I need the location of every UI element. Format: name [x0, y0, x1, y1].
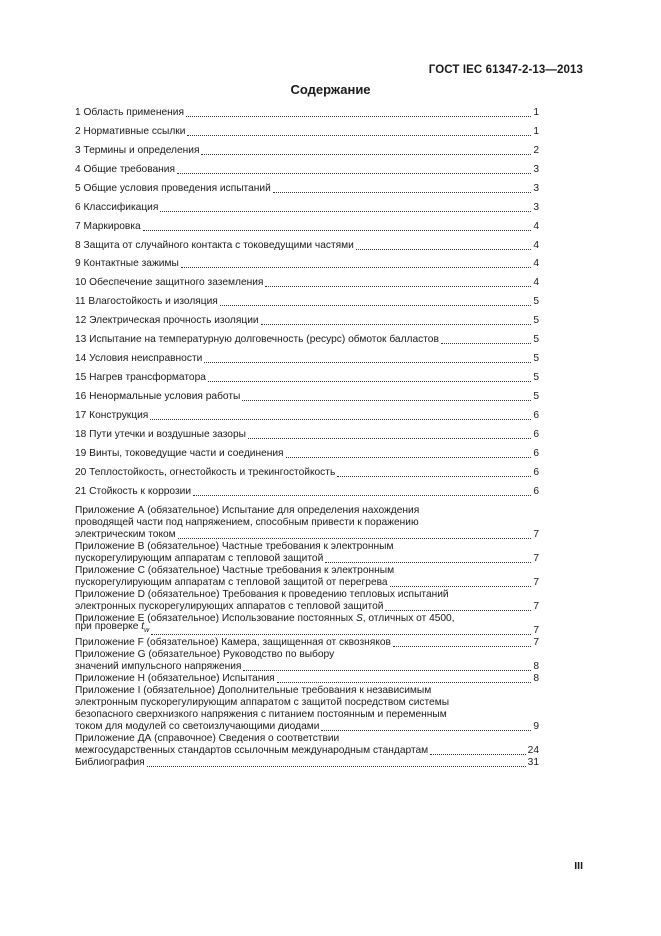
toc-annex-title-line: электронным пускорегулирующим аппаратом с защитой посредством системы: [75, 696, 450, 708]
toc-entry-title: 6 Классификация: [75, 201, 159, 213]
toc-page-number: 3: [533, 182, 539, 194]
toc-entry-title: 15 Нагрев трансформатора: [75, 372, 206, 384]
toc-entry[interactable]: [75, 270, 539, 289]
dot-leader: [261, 324, 532, 325]
toc-annex-c[interactable]: [75, 565, 539, 589]
dot-leader: [143, 230, 532, 231]
dot-leader: [441, 343, 531, 344]
toc-annex-title-line: пускорегулирующим аппаратам с тепловой защитой: [75, 552, 324, 564]
dot-leader: [243, 670, 531, 671]
dot-leader: [273, 192, 532, 193]
toc-entry[interactable]: [75, 365, 539, 384]
toc-page-number: 9: [533, 720, 539, 732]
dot-leader: [286, 457, 532, 458]
toc-annex-title-line: Приложение Н (обязательное) Испытания: [75, 672, 275, 684]
toc-entry-title: 11 Влагостойкость и изоляция: [75, 296, 218, 308]
toc-annex-i[interactable]: [75, 685, 539, 733]
toc-entry-title: 12 Электрическая прочность изоляции: [75, 315, 259, 327]
toc-entry-title: 7 Маркировка: [75, 220, 141, 232]
toc-annex-title-line: межгосударственных стандартов ссылочным международным стандартам: [75, 744, 429, 756]
toc-annex-title-line: Приложение А (обязательное) Испытание для определения нахождения: [75, 504, 420, 516]
toc-annex-title-line: пускорегулирующим аппаратам с тепловой защитой от перегрева: [75, 576, 388, 588]
dot-leader: [178, 538, 532, 539]
dot-leader: [160, 211, 531, 212]
toc-entry[interactable]: [75, 157, 539, 176]
toc-entry-title: 21 Стойкость к коррозии: [75, 485, 192, 497]
toc-entry-title: 5 Общие условия проведения испытаний: [75, 182, 271, 194]
toc-entry-title: 16 Ненормальные условия работы: [75, 391, 241, 402]
toc-entry-title: 14 Условия неисправности: [75, 353, 203, 365]
toc-entry-title: 20 Теплостойкость, огнестойкость и трекингостойкость: [75, 466, 336, 478]
toc-page-number: 3: [533, 201, 539, 213]
toc-page-number: 4: [533, 277, 539, 289]
dot-leader: [321, 730, 531, 731]
toc-annex-f[interactable]: [75, 637, 539, 649]
toc-page-number: 8: [533, 660, 539, 672]
toc-entry[interactable]: [75, 214, 539, 233]
dot-leader: [147, 766, 526, 767]
toc-page-number: 5: [533, 334, 539, 346]
page-number-roman: III: [574, 860, 583, 872]
toc-entry-title: 17 Конструкция: [75, 409, 149, 421]
toc-entry[interactable]: [75, 233, 539, 252]
toc-page-number: 7: [533, 600, 539, 612]
toc-page-number: 2: [533, 144, 539, 156]
dot-leader: [248, 438, 531, 439]
toc-page-number: 8: [533, 672, 539, 684]
toc-entry[interactable]: [75, 176, 539, 195]
toc-annex-title-line: Приложение Е (обязательное) Использование постоянных S, отличных от 4500,: [75, 612, 455, 624]
toc-annex-title-line: током для модулей со светоизлучающими диодами: [75, 720, 320, 732]
toc-entry[interactable]: [75, 252, 539, 271]
toc-annex-title-line: проводящей части под напряжением, способным привести к поражению: [75, 516, 419, 528]
toc-annex-title-line: Приложение ДА (справочное) Сведения о соответствии: [75, 732, 340, 744]
toc-annex-title-line: электронных пускорегулирующих аппаратов с тепловой защитой: [75, 600, 384, 612]
dot-leader: [150, 419, 531, 420]
toc-entry[interactable]: [75, 346, 539, 365]
dot-leader: [177, 173, 531, 174]
toc-entry[interactable]: [75, 289, 539, 308]
toc-annex-a[interactable]: [75, 505, 539, 541]
toc-title: Содержание: [290, 82, 371, 97]
dot-leader: [265, 286, 531, 287]
toc-entry-title: 19 Винты, токоведущие части и соединения: [75, 447, 284, 459]
dot-leader: [220, 305, 532, 306]
dot-leader: [186, 116, 531, 117]
toc-annex-title-line: Приложение F (обязательное) Камера, защищенная от сквозняков: [75, 636, 391, 648]
toc-entry[interactable]: [75, 422, 539, 441]
toc-entry[interactable]: [75, 100, 539, 119]
toc-annex-title-line: Приложение С (обязательное) Частные требования к электронным: [75, 564, 395, 576]
toc-entry[interactable]: [75, 479, 539, 498]
toc-page-number: 6: [533, 447, 539, 459]
toc-entry-title: 3 Термины и определения: [75, 144, 200, 156]
toc-page-number: 5: [533, 391, 539, 402]
toc-annex-title-line: электрическим током: [75, 528, 176, 540]
dot-leader: [181, 267, 532, 268]
toc-page-number: 1: [533, 106, 539, 118]
toc-sections: [75, 100, 539, 498]
toc-page-number: 7: [533, 636, 539, 648]
toc-annex-title-line: Приложение I (обязательное) Дополнительные требования к независимым: [75, 684, 432, 696]
dot-leader: [201, 154, 531, 155]
dot-leader: [390, 586, 532, 587]
toc-page-number: 6: [533, 466, 539, 478]
toc-annex-title-line: Библиография: [75, 756, 145, 768]
toc-entry[interactable]: [75, 441, 539, 460]
toc-page-number: 5: [533, 353, 539, 365]
subscript-w: w: [144, 626, 150, 634]
toc-page-number: 4: [533, 239, 539, 251]
toc-entry-title: 2 Нормативные ссылки: [75, 125, 186, 137]
document-code: ГОСТ IEC 61347-2-13—2013: [428, 64, 583, 76]
toc-page-number: 6: [533, 485, 539, 497]
toc-page-number: 7: [533, 576, 539, 588]
toc-entry-title: 4 Общие требования: [75, 163, 176, 175]
dot-leader: [187, 135, 531, 136]
toc-annex-h[interactable]: [75, 673, 539, 685]
toc-annex-title-line: Приложение В (обязательное) Частные требования к электронным: [75, 540, 394, 552]
dot-leader: [208, 381, 531, 382]
toc-page-number: 7: [533, 528, 539, 540]
dot-leader: [430, 754, 525, 755]
toc-page-number: 5: [533, 315, 539, 327]
toc-annex-title-line: Приложение D (обязательное) Требования к проведению тепловых испытаний: [75, 588, 449, 600]
dot-leader: [385, 610, 531, 611]
dot-leader: [337, 476, 531, 477]
toc-page-number: 7: [533, 552, 539, 564]
toc-page-number: 1: [533, 125, 539, 137]
toc-entry-title: 1 Область применения: [75, 106, 184, 118]
toc-bibliography[interactable]: [75, 757, 539, 769]
toc-annex-title-line: Приложение G (обязательное) Руководство по выбору: [75, 648, 335, 660]
toc-page-number: 5: [533, 296, 539, 308]
dot-leader: [242, 400, 531, 401]
toc-page-number: 24: [527, 744, 539, 756]
toc-entry-title: 13 Испытание на температурную долговечность (ресурс) обмоток балластов: [75, 334, 439, 346]
toc-annex-d[interactable]: [75, 589, 539, 613]
toc-page-number: 7: [533, 624, 539, 636]
toc-entry-title: 8 Защита от случайного контакта с токоведущими частями: [75, 239, 354, 251]
dot-leader: [393, 646, 531, 647]
toc-annex-title-line: безопасного сверхнизкого напряжения с питанием постоянным и переменным: [75, 708, 447, 720]
dot-leader: [277, 682, 532, 683]
variable-t: t: [141, 620, 145, 632]
dot-leader: [151, 634, 531, 635]
toc-entry-title: 18 Пути утечки и воздушные зазоры: [75, 428, 246, 440]
toc-annex-b[interactable]: [75, 541, 539, 565]
toc-annex-title-line: значений импульсного напряжения: [75, 660, 242, 672]
toc-page-number: 5: [533, 372, 539, 384]
toc-page-number: 3: [533, 163, 539, 175]
dot-leader: [193, 495, 531, 496]
toc-page-number: 6: [533, 409, 539, 421]
toc-entry-title: 9 Контактные зажимы: [75, 258, 179, 270]
toc-entry-title: 10 Обеспечение защитного заземления: [75, 277, 264, 289]
variable-s: S: [355, 612, 363, 624]
dot-leader: [325, 562, 531, 563]
toc-entry[interactable]: [75, 460, 539, 479]
toc-annex-da[interactable]: [75, 733, 539, 757]
toc-page-number: 4: [533, 220, 539, 232]
toc-entry[interactable]: [75, 138, 539, 157]
toc-annex-g[interactable]: [75, 649, 539, 673]
toc-page-number: 31: [527, 756, 539, 768]
dot-leader: [204, 362, 531, 363]
toc-entry[interactable]: [75, 327, 539, 346]
toc-entry[interactable]: [75, 119, 539, 138]
toc-page-number: 6: [533, 428, 539, 440]
toc-entry[interactable]: [75, 403, 539, 422]
toc-entry[interactable]: [75, 195, 539, 214]
toc-page-number: 4: [533, 258, 539, 270]
toc-entry[interactable]: [75, 384, 539, 403]
toc-entry[interactable]: [75, 308, 539, 327]
table-of-contents: [75, 100, 539, 769]
toc-annex-e[interactable]: [75, 613, 539, 637]
toc-annex-title-line: при проверке $t_w$: [75, 620, 150, 634]
dot-leader: [356, 249, 531, 250]
